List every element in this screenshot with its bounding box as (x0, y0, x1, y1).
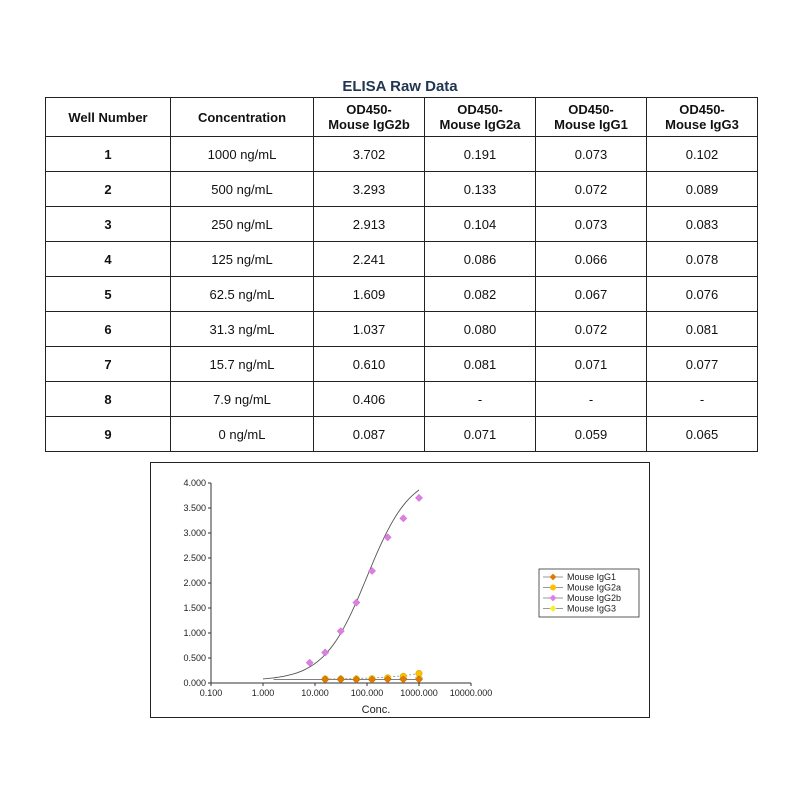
chart-svg (151, 463, 648, 716)
legend-label-mouse-igg2b: Mouse IgG2b (567, 593, 622, 603)
table-cell: 0.104 (425, 207, 536, 242)
well-number-cell: 7 (46, 347, 171, 382)
elisa-standard-curve-chart (150, 462, 650, 718)
table-cell: 0.089 (647, 172, 758, 207)
table-row (46, 277, 758, 312)
table-cell: 0.077 (647, 347, 758, 382)
table-cell: 0.065 (647, 417, 758, 452)
table-cell: 0 ng/mL (171, 417, 314, 452)
x-tick-label: 10000.000 (449, 688, 493, 698)
x-axis-label: Conc. (361, 704, 391, 716)
y-tick-label: 3.500 (183, 503, 206, 513)
table-cell: 2.241 (314, 242, 425, 277)
header-well-number: Well Number (46, 98, 171, 137)
table-cell: 62.5 ng/mL (171, 277, 314, 312)
table-cell: 0.073 (536, 207, 647, 242)
mouse-igg2b-data-point (353, 599, 360, 606)
table-row (46, 137, 758, 172)
mouse-igg2b-data-point (322, 649, 329, 656)
y-tick-label: 2.500 (183, 553, 206, 563)
table-cell: 0.080 (425, 312, 536, 347)
table-cell: 0.081 (647, 312, 758, 347)
table-cell: 2.913 (314, 207, 425, 242)
y-tick-label: 2.000 (183, 578, 206, 588)
table-cell: 15.7 ng/mL (171, 347, 314, 382)
table-cell: 0.071 (536, 347, 647, 382)
header-igg3: OD450- Mouse IgG3 (647, 98, 758, 137)
table-cell: 0.406 (314, 382, 425, 417)
table-cell: 0.191 (425, 137, 536, 172)
table-cell: 250 ng/mL (171, 207, 314, 242)
table-cell: - (536, 382, 647, 417)
table-header-row (46, 98, 758, 137)
table-cell: 0.087 (314, 417, 425, 452)
y-tick-label: 0.000 (183, 678, 206, 688)
header-igg2a: OD450- Mouse IgG2a (425, 98, 536, 137)
table-cell: 7.9 ng/mL (171, 382, 314, 417)
table-row (46, 347, 758, 382)
table-cell: 0.082 (425, 277, 536, 312)
table-cell: 0.610 (314, 347, 425, 382)
y-tick-label: 4.000 (183, 478, 206, 488)
header-igg2b: OD450- Mouse IgG2b (314, 98, 425, 137)
y-tick-label: 1.500 (183, 603, 206, 613)
table-row (46, 242, 758, 277)
mouse-igg2b-data-point (415, 494, 422, 501)
table-cell: 0.071 (425, 417, 536, 452)
table-cell: 0.081 (425, 347, 536, 382)
table-cell: 3.702 (314, 137, 425, 172)
legend-label-mouse-igg3: Mouse IgG3 (567, 603, 617, 614)
table-cell: 0.076 (647, 277, 758, 312)
table-cell: 0.133 (425, 172, 536, 207)
table-cell: 0.066 (536, 242, 647, 277)
x-tick-label: 100.000 (350, 688, 384, 698)
table-cell: 500 ng/mL (171, 172, 314, 207)
table-cell: 125 ng/mL (171, 242, 314, 277)
table-cell: 0.059 (536, 417, 647, 452)
well-number-cell: 3 (46, 207, 171, 242)
well-number-cell: 1 (46, 137, 171, 172)
table-cell: 3.293 (314, 172, 425, 207)
table-cell: - (425, 382, 536, 417)
igg2b-fit-curve (263, 490, 419, 679)
legend-marker-mouse-igg2a (550, 585, 556, 591)
x-tick-label: 10.000 (301, 688, 329, 698)
header-igg1: OD450- Mouse IgG1 (536, 98, 647, 137)
well-number-cell: 8 (46, 382, 171, 417)
x-tick-label: 1000.000 (400, 688, 438, 698)
mouse-igg2b-data-point (400, 515, 407, 522)
y-tick-label: 0.500 (183, 653, 206, 663)
x-tick-label: 0.100 (199, 688, 223, 698)
table-row (46, 172, 758, 207)
table-row (46, 312, 758, 347)
table-title: ELISA Raw Data (342, 78, 458, 95)
table-row (46, 417, 758, 452)
table-cell: 0.102 (647, 137, 758, 172)
legend-label-mouse-igg2a: Mouse IgG2a (567, 582, 622, 593)
elisa-raw-data-table (45, 97, 758, 452)
mouse-igg2b-data-point (368, 567, 375, 574)
header-concentration: Concentration (171, 98, 314, 137)
well-number-cell: 9 (46, 417, 171, 452)
table-cell: 0.072 (536, 172, 647, 207)
y-tick-label: 1.000 (183, 628, 206, 638)
table-cell: 0.086 (425, 242, 536, 277)
table-cell: 1000 ng/mL (171, 137, 314, 172)
table-row (46, 207, 758, 242)
legend-label-mouse-igg1: Mouse IgG1 (567, 572, 617, 582)
table-cell: 0.067 (536, 277, 647, 312)
table-row (46, 382, 758, 417)
y-tick-label: 3.000 (183, 528, 206, 538)
well-number-cell: 2 (46, 172, 171, 207)
table-cell: 0.072 (536, 312, 647, 347)
table-cell: 1.037 (314, 312, 425, 347)
well-number-cell: 4 (46, 242, 171, 277)
table-cell: - (647, 382, 758, 417)
table-cell: 0.083 (647, 207, 758, 242)
well-number-cell: 6 (46, 312, 171, 347)
table-cell: 31.3 ng/mL (171, 312, 314, 347)
well-number-cell: 5 (46, 277, 171, 312)
table-cell: 1.609 (314, 277, 425, 312)
table-cell: 0.078 (647, 242, 758, 277)
x-tick-label: 1.000 (251, 688, 275, 698)
table-cell: 0.073 (536, 137, 647, 172)
